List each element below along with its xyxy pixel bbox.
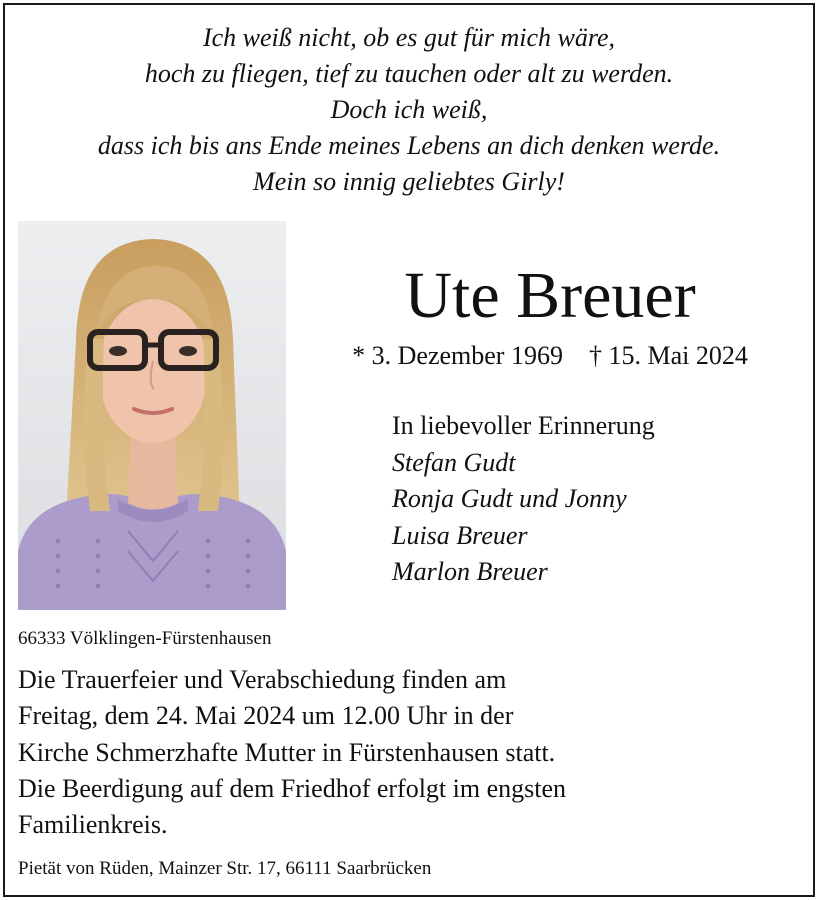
death-date: † 15. Mai 2024 [588,341,748,370]
deceased-name: Ute Breuer [404,259,696,332]
mourner-name: Stefan Gudt [392,447,516,477]
mourner-name: Luisa Breuer [392,520,528,550]
portrait-photo [18,221,286,610]
service-line: Familienkreis. [18,810,168,840]
mourners-list [392,408,655,591]
poem-line: Ich weiß nicht, ob es gut für mich wäre, [202,23,616,52]
poem-line: dass ich bis ans Ende meines Lebens an dich denken werde. [97,131,721,160]
mourner-name: Marlon Breuer [392,557,548,586]
service-line: Kirche Schmerzhafte Mutter in Fürstenhausen statt. [18,737,556,767]
service-line: Freitag, dem 24. Mai 2024 um 12.00 Uhr in der [18,701,514,731]
poem-line: Mein so innig geliebtes Girly! [253,167,565,196]
life-dates [300,336,800,376]
service-details [18,662,566,843]
mourner-name: Ronja Gudt und Jonny [392,484,627,513]
poem-line: Doch ich weiß, [330,95,488,124]
birth-date: * 3. Dezember 1969 [352,341,563,370]
poem [0,20,818,200]
portrait-illustration [18,221,286,610]
location-line: 66333 Völklingen-Fürstenhausen [18,628,272,649]
mourners-intro: In liebevoller Erinnerung [392,411,655,440]
poem-line: hoch zu fliegen, tief zu tauchen oder alt zu werden. [144,59,674,88]
service-line: Die Beerdigung auf dem Friedhof erfolgt im engsten [18,773,567,803]
funeral-home-line: Pietät von Rüden, Mainzer Str. 17, 66111 Saarbrücken [18,858,432,879]
service-line: Die Trauerfeier und Verabschiedung finden am [18,665,507,694]
